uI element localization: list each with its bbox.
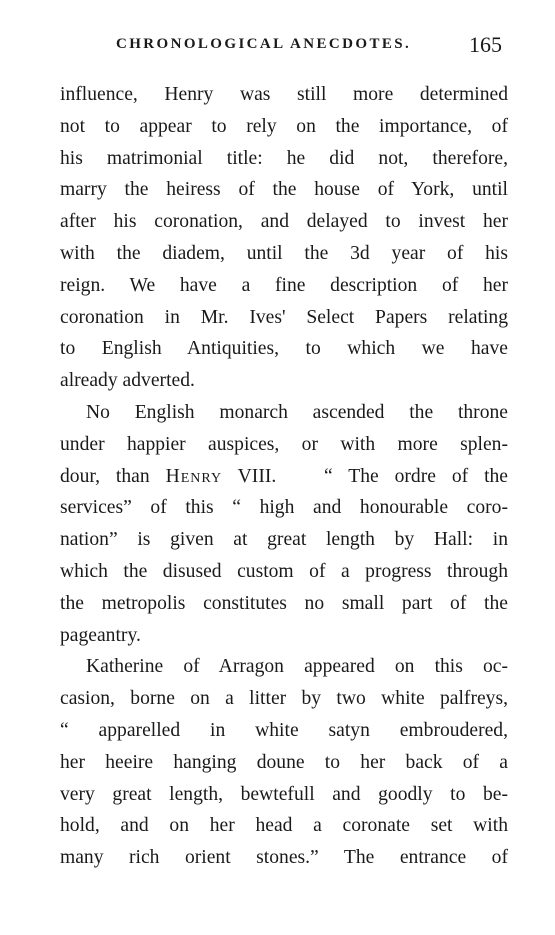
text-fragment: dour, than bbox=[60, 465, 150, 487]
text-fragment: “ The ordre of the bbox=[323, 465, 508, 487]
text-line: many rich orient stones.” The entrance of bbox=[60, 847, 508, 869]
text-line: already adverted. bbox=[60, 370, 195, 392]
text-line: coronation in Mr. Ives' Select Papers relating bbox=[60, 306, 508, 328]
text-line: pageantry. bbox=[60, 624, 141, 646]
running-head bbox=[60, 30, 508, 66]
text-line: after his coronation, and delayed to invest her bbox=[60, 211, 508, 233]
text-line: under happier auspices, or with more splen- bbox=[60, 433, 508, 455]
king-numeral: VIII. bbox=[237, 465, 277, 487]
text-line: Katherine of Arragon appeared on this oc- bbox=[86, 656, 508, 678]
text-line: her heeire hanging doune to her back of a bbox=[60, 751, 508, 773]
page-text bbox=[60, 79, 508, 874]
text-line: casion, borne on a litter by two white palfreys, bbox=[60, 688, 508, 710]
page-number: 165 bbox=[469, 32, 502, 57]
running-head-title: CHRONOLOGICAL ANECDOTES. bbox=[116, 36, 412, 52]
text-line-king bbox=[60, 461, 508, 493]
text-line: No English monarch ascended the throne bbox=[86, 401, 508, 423]
text-line: which the disused custom of a progress through bbox=[60, 560, 508, 582]
text-line: not to appear to rely on the importance, of bbox=[60, 115, 508, 137]
text-line: nation” is given at great length by Hall: in bbox=[60, 529, 508, 551]
king-name: Henry bbox=[165, 465, 223, 487]
text-line: “ apparelled in white satyn embroudered, bbox=[60, 719, 508, 741]
text-line: with the diadem, until the 3d year of his bbox=[60, 242, 508, 264]
text-line: very great length, bewtefull and goodly to be- bbox=[60, 783, 508, 805]
text-line: influence, Henry was still more determined bbox=[60, 84, 508, 105]
text-line: services” of this “ high and honourable coro- bbox=[60, 497, 508, 519]
text-line: to English Antiquities, to which we have bbox=[60, 338, 508, 360]
text-line: reign. We have a fine description of her bbox=[60, 274, 508, 296]
text-line: the metropolis constitutes no small part of the bbox=[60, 592, 508, 614]
text-line: hold, and on her head a coronate set with bbox=[60, 815, 508, 837]
text-line: marry the heiress of the house of York, until bbox=[60, 179, 508, 201]
text-line: his matrimonial title: he did not, therefore, bbox=[60, 147, 508, 169]
